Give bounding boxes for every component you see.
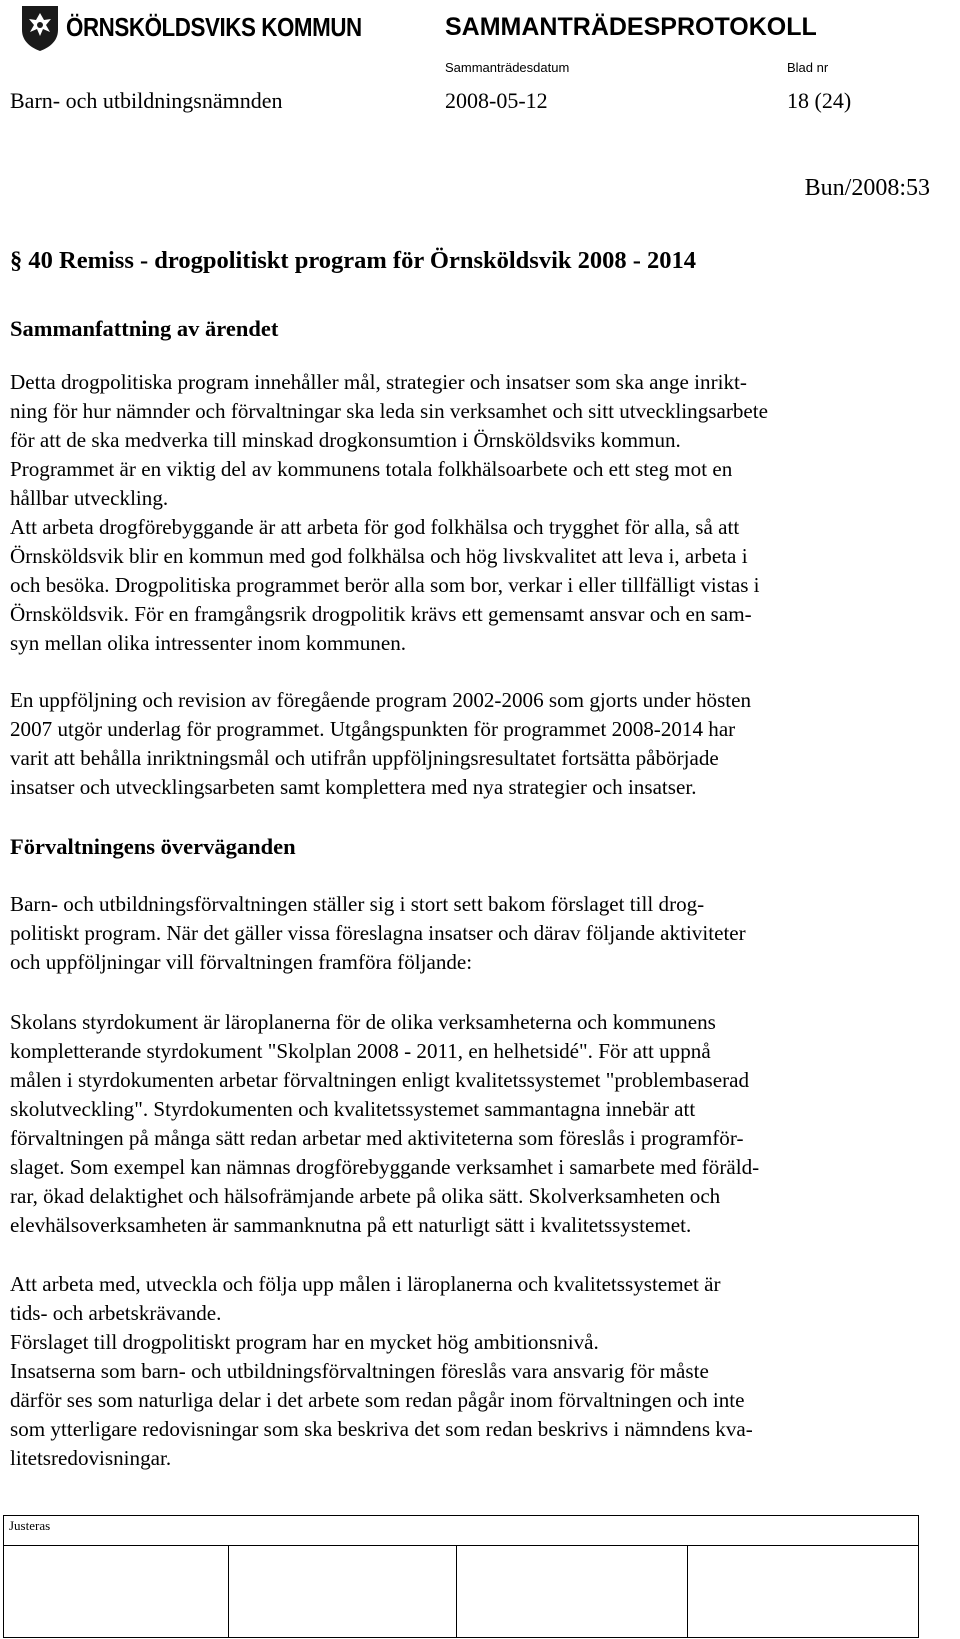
page-number: 18 (24) [787,88,852,113]
municipal-crest-icon [18,4,62,52]
section-heading-summary: Sammanfattning av ärendet [10,316,279,341]
body-line: och besöka. Drogpolitiska programmet berör alla som bor, verkar i eller tillfälligt vistas i [10,573,760,597]
body-line: hållbar utveckling. [10,486,169,510]
body-line: rar, ökad delaktighet och hälsofrämjande arbete på olika sätt. Skolverksamheten och [10,1184,721,1208]
body-line: och uppföljningar vill förvaltningen framföra följande: [10,950,473,974]
body-line: Insatserna som barn- och utbildningsförvaltningen föreslås vara ansvarig för måste [10,1359,709,1383]
body-line: insatser och utvecklingsarbeten samt komplettera med nya strategier och insatser. [10,775,697,799]
committee-name: Barn- och utbildningsnämnden [10,88,283,113]
meeting-date-label: Sammanträdesdatum [445,60,570,75]
body-line: litetsredovisningar. [10,1446,172,1470]
document-type-title: SAMMANTRÄDESPROTOKOLL [445,13,817,41]
body-line: ning för hur nämnder och förvaltningar ska leda sin verksamhet och sitt utvecklingsarbete [10,399,768,423]
section-heading-considerations: Förvaltningens överväganden [10,834,296,859]
case-number: Bun/2008:53 [804,175,930,201]
body-line: Örnsköldsvik. För en framgångsrik drogpolitik krävs ett gemensamt ansvar och en sam- [10,602,752,626]
body-line: Programmet är en viktig del av kommunens totala folkhälsoarbete och ett steg mot en [10,457,733,481]
body-line: politiskt program. När det gäller vissa föreslagna insatser och därav följande aktiviteter [10,921,746,945]
signature-cell [688,1546,919,1638]
signature-cell [229,1546,457,1638]
body-line: Barn- och utbildningsförvaltningen ställer sig i stort sett bakom förslaget till drog- [10,892,705,916]
municipality-name: ÖRNSKÖLDSVIKS KOMMUN [66,12,362,42]
page-number-label: Blad nr [787,60,829,75]
signature-cell [457,1546,688,1638]
body-line: Detta drogpolitiska program innehåller mål, strategier och insatser som ska ange inrikt- [10,370,747,394]
body-line: syn mellan olika intressenter inom kommunen. [10,631,407,655]
body-line: elevhälsoverksamheten är sammanknutna på ett naturligt sätt i kvalitetssystemet. [10,1213,692,1237]
body-line: därför ses som naturliga delar i det arbete som redan pågår inom förvaltningen och inte [10,1388,745,1412]
meeting-date: 2008-05-12 [445,88,548,113]
body-line: målen i styrdokumenten arbetar förvaltningen enligt kvalitetssystemet "problembaserad [10,1068,750,1092]
signature-cell [3,1546,229,1638]
body-line: 2007 utgör underlag för programmet. Utgångspunkten för programmet 2008-2014 har [10,717,736,741]
body-line: för att de ska medverka till minskad drogkonsumtion i Örnsköldsviks kommun. [10,428,681,452]
body-line: förvaltningen på många sätt redan arbetar med aktiviteterna som föreslås i programför- [10,1126,744,1150]
body-line: Att arbeta drogförebyggande är att arbeta för god folkhälsa och trygghet för alla, så att [10,515,740,539]
body-line: slaget. Som exempel kan nämnas drogförebyggande verksamhet i samarbete med föräld- [10,1155,760,1179]
body-line: Skolans styrdokument är läroplanerna för de olika verksamheterna och kommunens [10,1010,716,1034]
body-line: kompletterande styrdokument "Skolplan 2008 - 2011, en helhetsidé". För att uppnå [10,1039,711,1063]
body-line: Att arbeta med, utveckla och följa upp målen i läroplanerna och kvalitetssystemet är [10,1272,721,1296]
item-heading: § 40 Remiss - drogpolitiskt program för Örnsköldsvik 2008 - 2014 [10,247,697,274]
signature-row [3,1545,919,1638]
body-line: varit att behålla inriktningsmål och utifrån uppföljningsresultatet fortsätta påbörjade [10,746,719,770]
justeras-label: Justeras [9,1518,51,1533]
body-line: tids- och arbetskrävande. [10,1301,222,1325]
body-line: Förslaget till drogpolitiskt program har en mycket hög ambitionsnivå. [10,1330,599,1354]
body-line: Örnsköldsvik blir en kommun med god folkhälsa och hög livskvalitet att leva i, arbeta i [10,544,748,568]
body-line: som ytterligare redovisningar som ska beskriva det som redan beskrivs i nämndens kva- [10,1417,753,1441]
body-line: skolutveckling". Styrdokumenten och kvalitetssystemet sammantagna innebär att [10,1097,696,1121]
body-line: En uppföljning och revision av föregående program 2002-2006 som gjorts under hösten [10,688,752,712]
